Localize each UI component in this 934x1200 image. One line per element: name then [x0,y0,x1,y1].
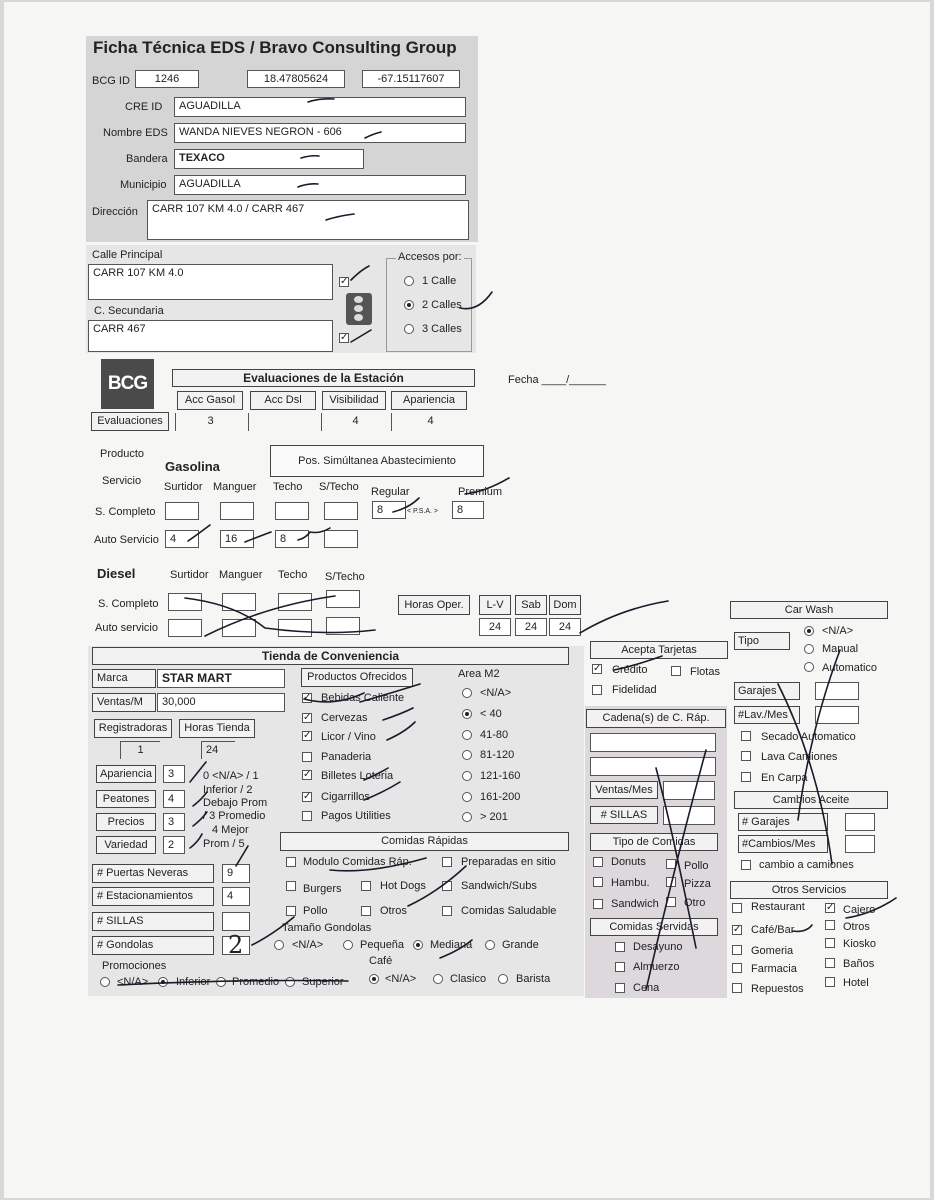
cre-id-field[interactable]: AGUADILLA [174,97,466,117]
carwash-item-1: Lava Camiones [761,751,838,763]
ventas-field[interactable]: 30,000 [157,693,285,712]
eval-header-acc-dsl: Acc Dsl [250,391,316,410]
servidas-title: Comidas Servidas [590,918,718,936]
puertas-label: # Puertas Neveras [92,864,214,883]
tarjeta-label-2: Fidelidad [612,684,657,696]
cre-id-label: CRE ID [125,101,163,113]
comida-label-0: Modulo Comidas Ráp. [303,856,412,868]
premium-label: Premium [458,486,503,498]
secundaria-checkbox[interactable]: ✓ [340,332,349,343]
estacionamientos-label: # Estacionamientos [92,887,214,906]
tipo-comidas-title: Tipo de Comidas [590,833,718,851]
carwash-option-0: <N/A> [822,625,854,637]
promo-option-0: <N/A> [117,976,149,988]
otros-check-2[interactable]: ✓ [733,924,742,935]
bcg-id-label: BCG ID [92,75,130,87]
eval-value-acc-gasol[interactable]: 3 [175,413,245,431]
cadena-ventas-field[interactable] [663,781,715,800]
tipo-check-0[interactable] [593,857,603,867]
gas-as-surtidor[interactable]: 4 [165,530,199,548]
otros-check-5[interactable] [825,938,835,948]
cadena-ventas-label: Ventas/Mes [590,781,658,799]
accesos-option-2: 2 Calles [422,299,462,311]
gasolina-title: Gasolina [165,459,220,474]
otros-check-0[interactable] [732,903,742,913]
comida-check-5[interactable] [286,906,296,916]
area-radio-0[interactable] [462,688,472,698]
producto-label-0: Bebidas Caliente [321,692,405,704]
otros-check-1[interactable]: ✓ [826,902,835,913]
gas-sc-stecho[interactable] [324,502,358,520]
bcg-logo: BCG [101,359,154,409]
tarjeta-check-1[interactable] [671,666,681,676]
cafe-radio-0[interactable] [369,974,379,984]
area-option-2: 41-80 [480,729,509,741]
tamano-radio-3[interactable] [485,940,495,950]
gas-s-completo-label: S. Completo [95,506,156,518]
servida-label-2: Cena [633,982,660,994]
comida-check-6[interactable] [361,906,371,916]
gas-col-stecho: S/Techo [319,481,359,493]
bandera-label: Bandera [126,153,168,165]
psa-label: < P.S.A. > [407,508,439,515]
horas-tienda-field[interactable]: 24 [201,741,235,759]
comida-label-1: Preparadas en sitio [461,856,556,868]
bcg-id-field[interactable]: 1246 [135,70,199,88]
carwash-option-1: Manual [822,643,859,655]
carwash-item-2: En Carpa [761,772,808,784]
tipo-label-1: Pollo [684,860,709,872]
productos-title: Productos Ofrecidos [301,668,413,687]
cadena-title: Cadena(s) de C. Ráp. [586,709,726,728]
promo-radio-2[interactable] [216,977,226,987]
area-option-0: <N/A> [480,687,512,699]
tipo-check-2[interactable] [593,877,603,887]
otros-label-7: Baños [843,958,875,970]
carwash-option-2: Automatico [822,662,878,674]
tarjetas-title: Acepta Tarjetas [590,641,728,659]
scale-5: Prom / 5 [203,838,245,850]
variedad-value[interactable]: 2 [163,836,185,854]
producto-label-3: Panaderia [321,751,372,763]
cadena-sillas-field[interactable] [663,806,715,825]
nombre-label: Nombre EDS [103,127,168,139]
variedad-label: Variedad [96,836,156,854]
scale-2: Debajo Prom [203,797,268,809]
dsl-s-completo-label: S. Completo [98,598,159,610]
dsl-sc-techo[interactable] [278,593,312,611]
tarjeta-check-2[interactable] [592,685,602,695]
accesos-radio-2[interactable] [404,300,414,310]
tipo-check-5[interactable] [666,897,676,907]
dsl-col-surtidor: Surtidor [170,569,209,581]
producto-label-5: Cigarrillos [321,791,370,803]
carwash-radio-0[interactable] [804,626,814,636]
tamano-radio-0[interactable] [274,940,284,950]
tamano-option-0: <N/A> [292,939,324,951]
regular-label: Regular [371,486,410,498]
tipo-label-4: Sandwich [611,898,659,910]
direccion-field[interactable]: CARR 107 KM 4.0 / CARR 467 [147,200,469,240]
area-radio-1[interactable] [462,709,472,719]
promo-title: Promociones [102,960,167,972]
tamano-option-3: Grande [502,939,539,951]
precios-value[interactable]: 3 [163,813,185,831]
dsl-auto-servicio-label: Auto servicio [95,622,158,634]
puertas-field[interactable]: 9 [222,864,250,883]
comida-label-7: Comidas Saludable [461,905,557,917]
accesos-option-1: 1 Calle [422,275,457,287]
servida-check-0[interactable] [615,942,625,952]
dsl-as-manguer[interactable] [222,619,256,637]
nombre-field[interactable]: WANDA NIEVES NEGRON - 606 [174,123,466,143]
dsl-sc-stecho[interactable] [326,590,360,608]
carwash-tipo-label: Tipo [734,632,790,650]
scale-1: Inferior / 2 [203,784,253,796]
producto-check-6[interactable] [302,811,312,821]
gas-as-manguer[interactable]: 16 [220,530,254,548]
carwash-check-2[interactable] [741,772,751,782]
cafe-option-2: Barista [516,973,551,985]
evaluaciones-button[interactable]: Evaluaciones [91,412,169,431]
bandera-field[interactable]: TEXACO [174,149,364,169]
registradoras-field[interactable]: 1 [120,741,160,759]
carwash-title: Car Wash [730,601,888,619]
tipo-label-5: Otro [684,897,706,909]
otros-label-0: Restaurant [751,901,805,913]
promo-radio-3[interactable] [285,977,295,987]
sillas-field[interactable] [222,912,250,931]
otros-check-9[interactable] [825,977,835,987]
tipo-label-2: Hambu. [611,877,650,889]
longitude-field[interactable]: -67.15117607 [362,70,460,88]
comida-label-3: Hot Dogs [380,880,426,892]
area-option-1: < 40 [480,708,502,720]
accesos-label: Accesos por: [398,251,462,263]
calle-secundaria-field[interactable]: CARR 467 [88,320,333,352]
horas-dom-value[interactable]: 24 [549,618,581,636]
horas-oper-label: Horas Oper. [398,595,470,615]
servida-check-2[interactable] [615,983,625,993]
scale-3: / 3 Promedio [203,810,266,822]
accesos-radio-3[interactable] [404,324,414,334]
area-radio-6[interactable] [462,812,472,822]
gas-col-techo: Techo [273,481,303,493]
area-option-6: > 201 [480,811,508,823]
otros-label-6: Farmacia [751,963,797,975]
dsl-col-stecho: S/Techo [325,571,365,583]
tamano-radio-1[interactable] [343,940,353,950]
eval-value-acc-dsl[interactable] [248,413,318,431]
gas-as-stecho[interactable] [324,530,358,548]
aceite-title: Cambios Aceite [734,791,888,809]
municipio-field[interactable]: AGUADILLA [174,175,466,195]
horas-day-sab: Sab [515,595,547,615]
servida-check-1[interactable] [615,962,625,972]
otros-check-8[interactable] [732,983,742,993]
tipo-label-3: Pizza [684,878,711,890]
gondolas-handwritten: 2 [228,931,244,959]
eval-value-visibilidad[interactable]: 4 [321,413,389,431]
tipo-check-4[interactable] [593,899,603,909]
carwash-garajes-label: Garajes [734,682,800,700]
otros-label-1: Cajero [843,904,876,916]
scale-4: 4 Mejor [212,824,249,836]
fecha-label: Fecha ____/______ [508,374,606,386]
eval-header-visibilidad: Visibilidad [322,391,386,410]
eval-header-apariencia: Apariencia [391,391,467,410]
otros-check-4[interactable] [732,945,742,955]
servicio-label: Servicio [102,475,142,487]
producto-check-5[interactable]: ✓ [303,791,312,802]
evaluaciones-title: Evaluaciones de la Estación [172,369,475,387]
tamano-option-2: Mediana [430,939,473,951]
producto-check-3[interactable] [302,752,312,762]
accesos-option-3: 3 Calles [422,323,462,335]
gas-as-techo[interactable]: 8 [275,530,309,548]
producto-check-4[interactable]: ✓ [303,769,312,780]
producto-label-6: Pagos Utilities [321,810,391,822]
sillas-label: # SILLAS [92,912,214,931]
registradoras-label: Registradoras [94,719,172,738]
comida-check-7[interactable] [442,906,452,916]
tipo-check-1[interactable] [666,859,676,869]
cafe-radio-1[interactable] [433,974,443,984]
producto-check-0[interactable]: ✓ [303,692,312,703]
premium-field[interactable]: 8 [452,501,484,519]
cadena-field-2[interactable] [590,757,716,776]
otros-label-5: Kiosko [843,938,877,950]
apariencia-value[interactable]: 3 [163,765,185,783]
area-radio-2[interactable] [462,730,472,740]
gas-sc-surtidor[interactable] [165,502,199,520]
producto-check-1[interactable]: ✓ [303,712,312,723]
principal-checkbox[interactable]: ✓ [340,276,349,287]
peatones-value[interactable]: 4 [163,790,185,808]
ventas-label: Ventas/M [92,693,156,712]
dsl-col-manguer: Manguer [219,569,263,581]
dsl-as-techo[interactable] [278,619,312,637]
horas-day-lv: L-V [479,595,511,615]
otros-label-9: Hotel [843,977,869,989]
comida-check-0[interactable] [286,857,296,867]
producto-label-1: Cervezas [321,712,368,724]
comida-check-3[interactable] [361,881,371,891]
dsl-col-techo: Techo [278,569,308,581]
otros-check-6[interactable] [732,963,742,973]
carwash-lav-field[interactable] [815,706,859,724]
dsl-as-surtidor[interactable] [168,619,202,637]
municipio-label: Municipio [120,179,167,191]
producto-check-2[interactable]: ✓ [303,730,312,741]
carwash-garajes-field[interactable] [815,682,859,700]
tarjeta-label-0: Crédito [612,664,648,676]
cadena-field-1[interactable] [590,733,716,752]
direccion-label: Dirección [92,206,138,218]
promo-option-1: Inferior [176,976,211,988]
marca-field[interactable]: STAR MART [157,669,285,688]
cafe-option-1: Clasico [450,973,487,985]
producto-label: Producto [100,448,145,460]
aceite-cambios-label: #Cambios/Mes [738,835,828,853]
gondolas-label: # Gondolas [92,936,214,955]
calle-principal-field[interactable]: CARR 107 KM 4.0 [88,264,333,300]
calle-secundaria-label: C. Secundaria [94,305,164,317]
horas-sab-value[interactable]: 24 [515,618,547,636]
gas-sc-techo[interactable] [275,502,309,520]
area-option-4: 121-160 [480,770,521,782]
horas-day-dom: Dom [549,595,581,615]
aceite-cambios-field[interactable] [845,835,875,853]
area-radio-5[interactable] [462,792,472,802]
tipo-check-3[interactable] [666,877,676,887]
dsl-sc-surtidor[interactable] [168,593,202,611]
gas-col-surtidor: Surtidor [164,481,203,493]
comida-check-4[interactable] [442,881,452,891]
tipo-label-0: Donuts [611,856,646,868]
eval-value-apariencia[interactable]: 4 [391,413,469,431]
comida-check-1[interactable] [442,857,452,867]
area-title: Area M2 [458,668,500,680]
comida-label-6: Otros [380,905,407,917]
gas-auto-servicio-label: Auto Servicio [94,534,159,546]
peatones-label: Peatones [96,790,156,808]
carwash-check-0[interactable] [741,731,751,741]
calle-principal-label: Calle Principal [92,249,163,261]
comida-check-2[interactable] [286,881,296,891]
tienda-title: Tienda de Conveniencia [92,647,569,665]
carwash-radio-2[interactable] [804,662,814,672]
otros-check-3[interactable] [825,920,835,930]
carwash-check-1[interactable] [741,751,751,761]
form-title: Ficha Técnica EDS / Bravo Consulting Group [93,38,457,57]
tarjeta-label-1: Flotas [690,666,720,678]
marca-label: Marca [92,669,156,688]
promo-radio-1[interactable] [158,977,168,987]
regular-field[interactable]: 8 [372,501,406,519]
area-option-3: 81-120 [480,749,515,761]
horas-tienda-label: Horas Tienda [179,719,255,738]
cafe-radio-2[interactable] [498,974,508,984]
carwash-lav-label: #Lav./Mes [734,706,800,724]
cafe-option-0: <N/A> [385,973,417,985]
apariencia-label: Apariencia [96,765,156,783]
tamano-title: Tamaño Gondolas [282,922,372,934]
tamano-option-1: Pequeña [360,939,405,951]
gas-sc-manguer[interactable] [220,502,254,520]
aceite-garajes-label: # Garajes [738,813,828,831]
comida-label-4: Sandwich/Subs [461,880,537,892]
aceite-camiones-label: cambio a camiones [759,859,854,871]
producto-label-4: Billetes Loteria [321,770,394,782]
pos-simultanea-title: Pos. Simúltanea Abastecimiento [270,445,484,477]
tarjeta-check-0[interactable]: ✓ [593,663,602,674]
servida-label-0: Desayuno [633,941,683,953]
latitude-field[interactable]: 18.47805624 [247,70,345,88]
tamano-radio-2[interactable] [413,940,423,950]
carwash-radio-1[interactable] [804,644,814,654]
promo-radio-0[interactable] [100,977,110,987]
scale-0: 0 <N/A> / 1 [203,770,259,782]
otros-label-2: Café/Bar [751,924,795,936]
cadena-sillas-label: # SILLAS [590,806,658,824]
area-option-5: 161-200 [480,791,521,803]
promo-option-2: Promedio [232,976,280,988]
area-radio-4[interactable] [462,771,472,781]
area-radio-3[interactable] [462,750,472,760]
otros-label-4: Gomeria [751,945,794,957]
dsl-sc-manguer[interactable] [222,593,256,611]
horas-lv-value[interactable]: 24 [479,618,511,636]
servida-label-1: Almuerzo [633,961,680,973]
eval-header-acc-gasol: Acc Gasol [177,391,243,410]
comida-label-5: Pollo [303,905,328,917]
accesos-radio-1[interactable] [404,276,414,286]
otros-label-8: Repuestos [751,983,804,995]
aceite-garajes-field[interactable] [845,813,875,831]
producto-label-2: Licor / Vino [321,731,376,743]
otros-check-7[interactable] [825,958,835,968]
diesel-title: Diesel [97,566,136,581]
comidas-title: Comidas Rápidas [280,832,569,851]
comida-label-2: Burgers [303,883,342,895]
cafe-title: Café [369,955,393,967]
aceite-camiones-check[interactable] [741,860,751,870]
precios-label: Precios [96,813,156,831]
otros-title: Otros Servicios [730,881,888,899]
carwash-item-0: Secado Automatico [761,731,856,743]
dsl-as-stecho[interactable] [326,617,360,635]
estacionamientos-field[interactable]: 4 [222,887,250,906]
gas-col-manguer: Manguer [213,481,257,493]
promo-option-3: Superior [302,976,344,988]
traffic-light-icon [346,293,372,325]
otros-label-3: Otros [843,921,870,933]
